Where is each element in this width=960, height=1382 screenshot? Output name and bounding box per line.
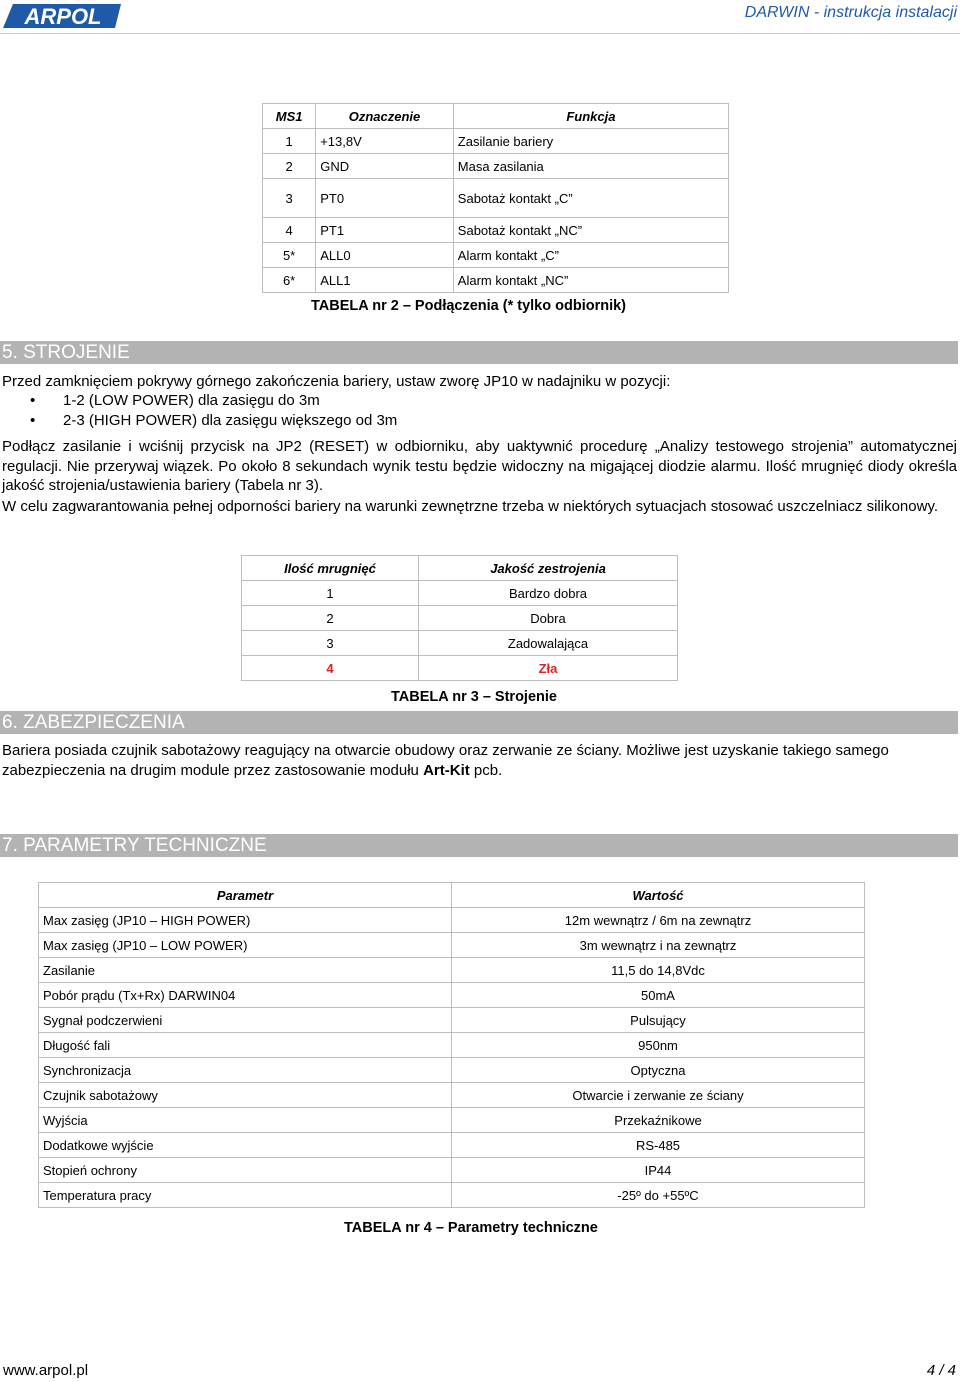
table-cell: IP44	[452, 1158, 865, 1183]
table-cell: Temperatura pracy	[39, 1183, 452, 1208]
table-cell: ALL0	[316, 243, 454, 268]
table-cell: Pobór prądu (Tx+Rx) DARWIN04	[39, 983, 452, 1008]
table-row	[39, 933, 865, 958]
table-cell: Bardzo dobra	[419, 581, 678, 606]
table-cell: 50mA	[452, 983, 865, 1008]
table-cell: 11,5 do 14,8Vdc	[452, 958, 865, 983]
header-cell: MS1	[263, 104, 316, 129]
table-cell: PT1	[316, 218, 454, 243]
table-cell: 2	[242, 606, 419, 631]
logo-text: ARPOL	[24, 4, 102, 29]
table-row	[39, 1183, 865, 1208]
document-title: DARWIN - instrukcja instalacji	[744, 4, 957, 21]
bullet-icon: •	[30, 412, 36, 429]
table-cell: 12m wewnątrz / 6m na zewnątrz	[452, 908, 865, 933]
header-cell: Parametr	[39, 883, 452, 908]
section-title: 5. STROJENIE	[2, 342, 130, 363]
table-row	[39, 1058, 865, 1083]
table-row	[263, 268, 729, 293]
section5-intro: Przed zamknięciem pokrywy górnego zakończenia bariery, ustaw zworę JP10 w nadajniku w pozycji:	[2, 373, 671, 390]
section6-text: Bariera posiada czujnik sabotażowy reagujący na otwarcie obudowy oraz zerwanie ze ściany. Możliwe jest uzyskanie takiego samego zabezpieczenia na drugim module przez zastosowanie modułu	[2, 742, 889, 779]
list-item-text: 1-2 (LOW POWER) dla zasięgu do 3m	[63, 392, 320, 409]
table-cell: Max zasięg (JP10 – HIGH POWER)	[39, 908, 452, 933]
section-title: 7. PARAMETRY TECHNICZNE	[2, 835, 267, 856]
table-cell: 950nm	[452, 1033, 865, 1058]
table-cell: 4	[242, 656, 419, 681]
technical-parameters-table	[38, 882, 865, 1208]
table-row	[263, 243, 729, 268]
table-cell: Synchronizacja	[39, 1058, 452, 1083]
table-row	[242, 656, 678, 681]
table-row	[39, 958, 865, 983]
table-cell: Optyczna	[452, 1058, 865, 1083]
page-number: 4 / 4	[926, 1362, 956, 1379]
section-heading-strojenie	[0, 341, 958, 364]
section5-paragraph: Podłącz zasilanie i wciśnij przycisk na JP2 (RESET) w odbiorniku, aby uaktywnić procedurę „Analizy testowego strojenia” automatycznej regulacji. Nie przerywaj wiązek. Po około 8 sekundach wynik testu będzie widoczny na migającej diodzie alarmu. Ilość mrugnięć diody określa jakość strojenia/ustawienia bariery (Tabela nr 3).	[2, 438, 957, 494]
table-cell: Alarm kontakt „C”	[453, 243, 728, 268]
table-cell: 2	[263, 154, 316, 179]
table-row	[39, 983, 865, 1008]
table-cell: ALL1	[316, 268, 454, 293]
table-cell: 3	[242, 631, 419, 656]
tuning-table	[241, 555, 678, 681]
table-cell: PT0	[316, 179, 454, 218]
list-item-text: 2-3 (HIGH POWER) dla zasięgu większego od 3m	[63, 412, 398, 429]
table-row	[242, 631, 678, 656]
connections-table	[262, 103, 729, 293]
table-cell: RS-485	[452, 1133, 865, 1158]
table4-caption: TABELA nr 4 – Parametry techniczne	[344, 1220, 598, 1236]
table-cell: Długość fali	[39, 1033, 452, 1058]
header-cell: Wartość	[452, 883, 865, 908]
table-cell: Dobra	[419, 606, 678, 631]
art-kit-name: Art-Kit	[423, 761, 470, 779]
table-row	[263, 129, 729, 154]
table-cell: Zasilanie	[39, 958, 452, 983]
table-row	[39, 1133, 865, 1158]
header-cell: Funkcja	[453, 104, 728, 129]
arpol-logo	[3, 2, 121, 30]
table-cell: Max zasięg (JP10 – LOW POWER)	[39, 933, 452, 958]
table-row	[263, 154, 729, 179]
table-header-row	[263, 104, 729, 129]
website-link[interactable]: www.arpol.pl	[3, 1362, 89, 1379]
header-divider	[0, 33, 960, 34]
table-cell: GND	[316, 154, 454, 179]
table-row	[39, 1033, 865, 1058]
table-row	[39, 1158, 865, 1183]
table-row	[39, 1108, 865, 1133]
table-cell: Zasilanie bariery	[453, 129, 728, 154]
table-row	[39, 1083, 865, 1108]
table-cell: Wyjścia	[39, 1108, 452, 1133]
table-row	[263, 179, 729, 218]
table-cell: Sygnał podczerwieni	[39, 1008, 452, 1033]
section-heading-parametry	[0, 834, 958, 857]
table-cell: Zła	[419, 656, 678, 681]
table-cell: 5*	[263, 243, 316, 268]
table2-caption: TABELA nr 2 – Podłączenia (* tylko odbiornik)	[311, 298, 627, 314]
table3-caption: TABELA nr 3 – Strojenie	[391, 689, 557, 705]
bullet-icon: •	[30, 392, 36, 409]
table-cell: 4	[263, 218, 316, 243]
table-row	[39, 1008, 865, 1033]
table-cell: Czujnik sabotażowy	[39, 1083, 452, 1108]
section6-text-end: pcb.	[469, 761, 503, 779]
header-cell: Jakość zestrojenia	[419, 556, 678, 581]
section-title: 6. ZABEZPIECZENIA	[2, 712, 185, 733]
table-cell: Alarm kontakt „NC”	[453, 268, 728, 293]
table-cell: Sabotaż kontakt „C”	[453, 179, 728, 218]
table-row	[39, 908, 865, 933]
table-cell: 3m wewnątrz i na zewnątrz	[452, 933, 865, 958]
table-cell: Masa zasilania	[453, 154, 728, 179]
table-cell: +13,8V	[316, 129, 454, 154]
table-cell: 3	[263, 179, 316, 218]
section6-paragraph	[2, 741, 957, 780]
header-cell: Ilość mrugnięć	[242, 556, 419, 581]
header-cell: Oznaczenie	[316, 104, 454, 129]
table-cell: Otwarcie i zerwanie ze ściany	[452, 1083, 865, 1108]
table-cell: 1	[242, 581, 419, 606]
table-cell: Przekaźnikowe	[452, 1108, 865, 1133]
table-cell: Zadowalająca	[419, 631, 678, 656]
table-cell: Pulsujący	[452, 1008, 865, 1033]
table-row	[242, 606, 678, 631]
section-heading-zabezpieczenia	[0, 711, 958, 734]
table-cell: 6*	[263, 268, 316, 293]
table-cell: Stopień ochrony	[39, 1158, 452, 1183]
table-header-row	[39, 883, 865, 908]
table-row	[242, 581, 678, 606]
table-cell: Dodatkowe wyjście	[39, 1133, 452, 1158]
table-cell: -25º do +55ºC	[452, 1183, 865, 1208]
table-cell: Sabotaż kontakt „NC”	[453, 218, 728, 243]
table-cell: 1	[263, 129, 316, 154]
table-row	[263, 218, 729, 243]
table-header-row	[242, 556, 678, 581]
section5-paragraph-2: W celu zagwarantowania pełnej odporności bariery na warunki zewnętrzne trzeba w niektórych sytuacjach stosować uszczelniacz silikonowy.	[2, 498, 938, 515]
